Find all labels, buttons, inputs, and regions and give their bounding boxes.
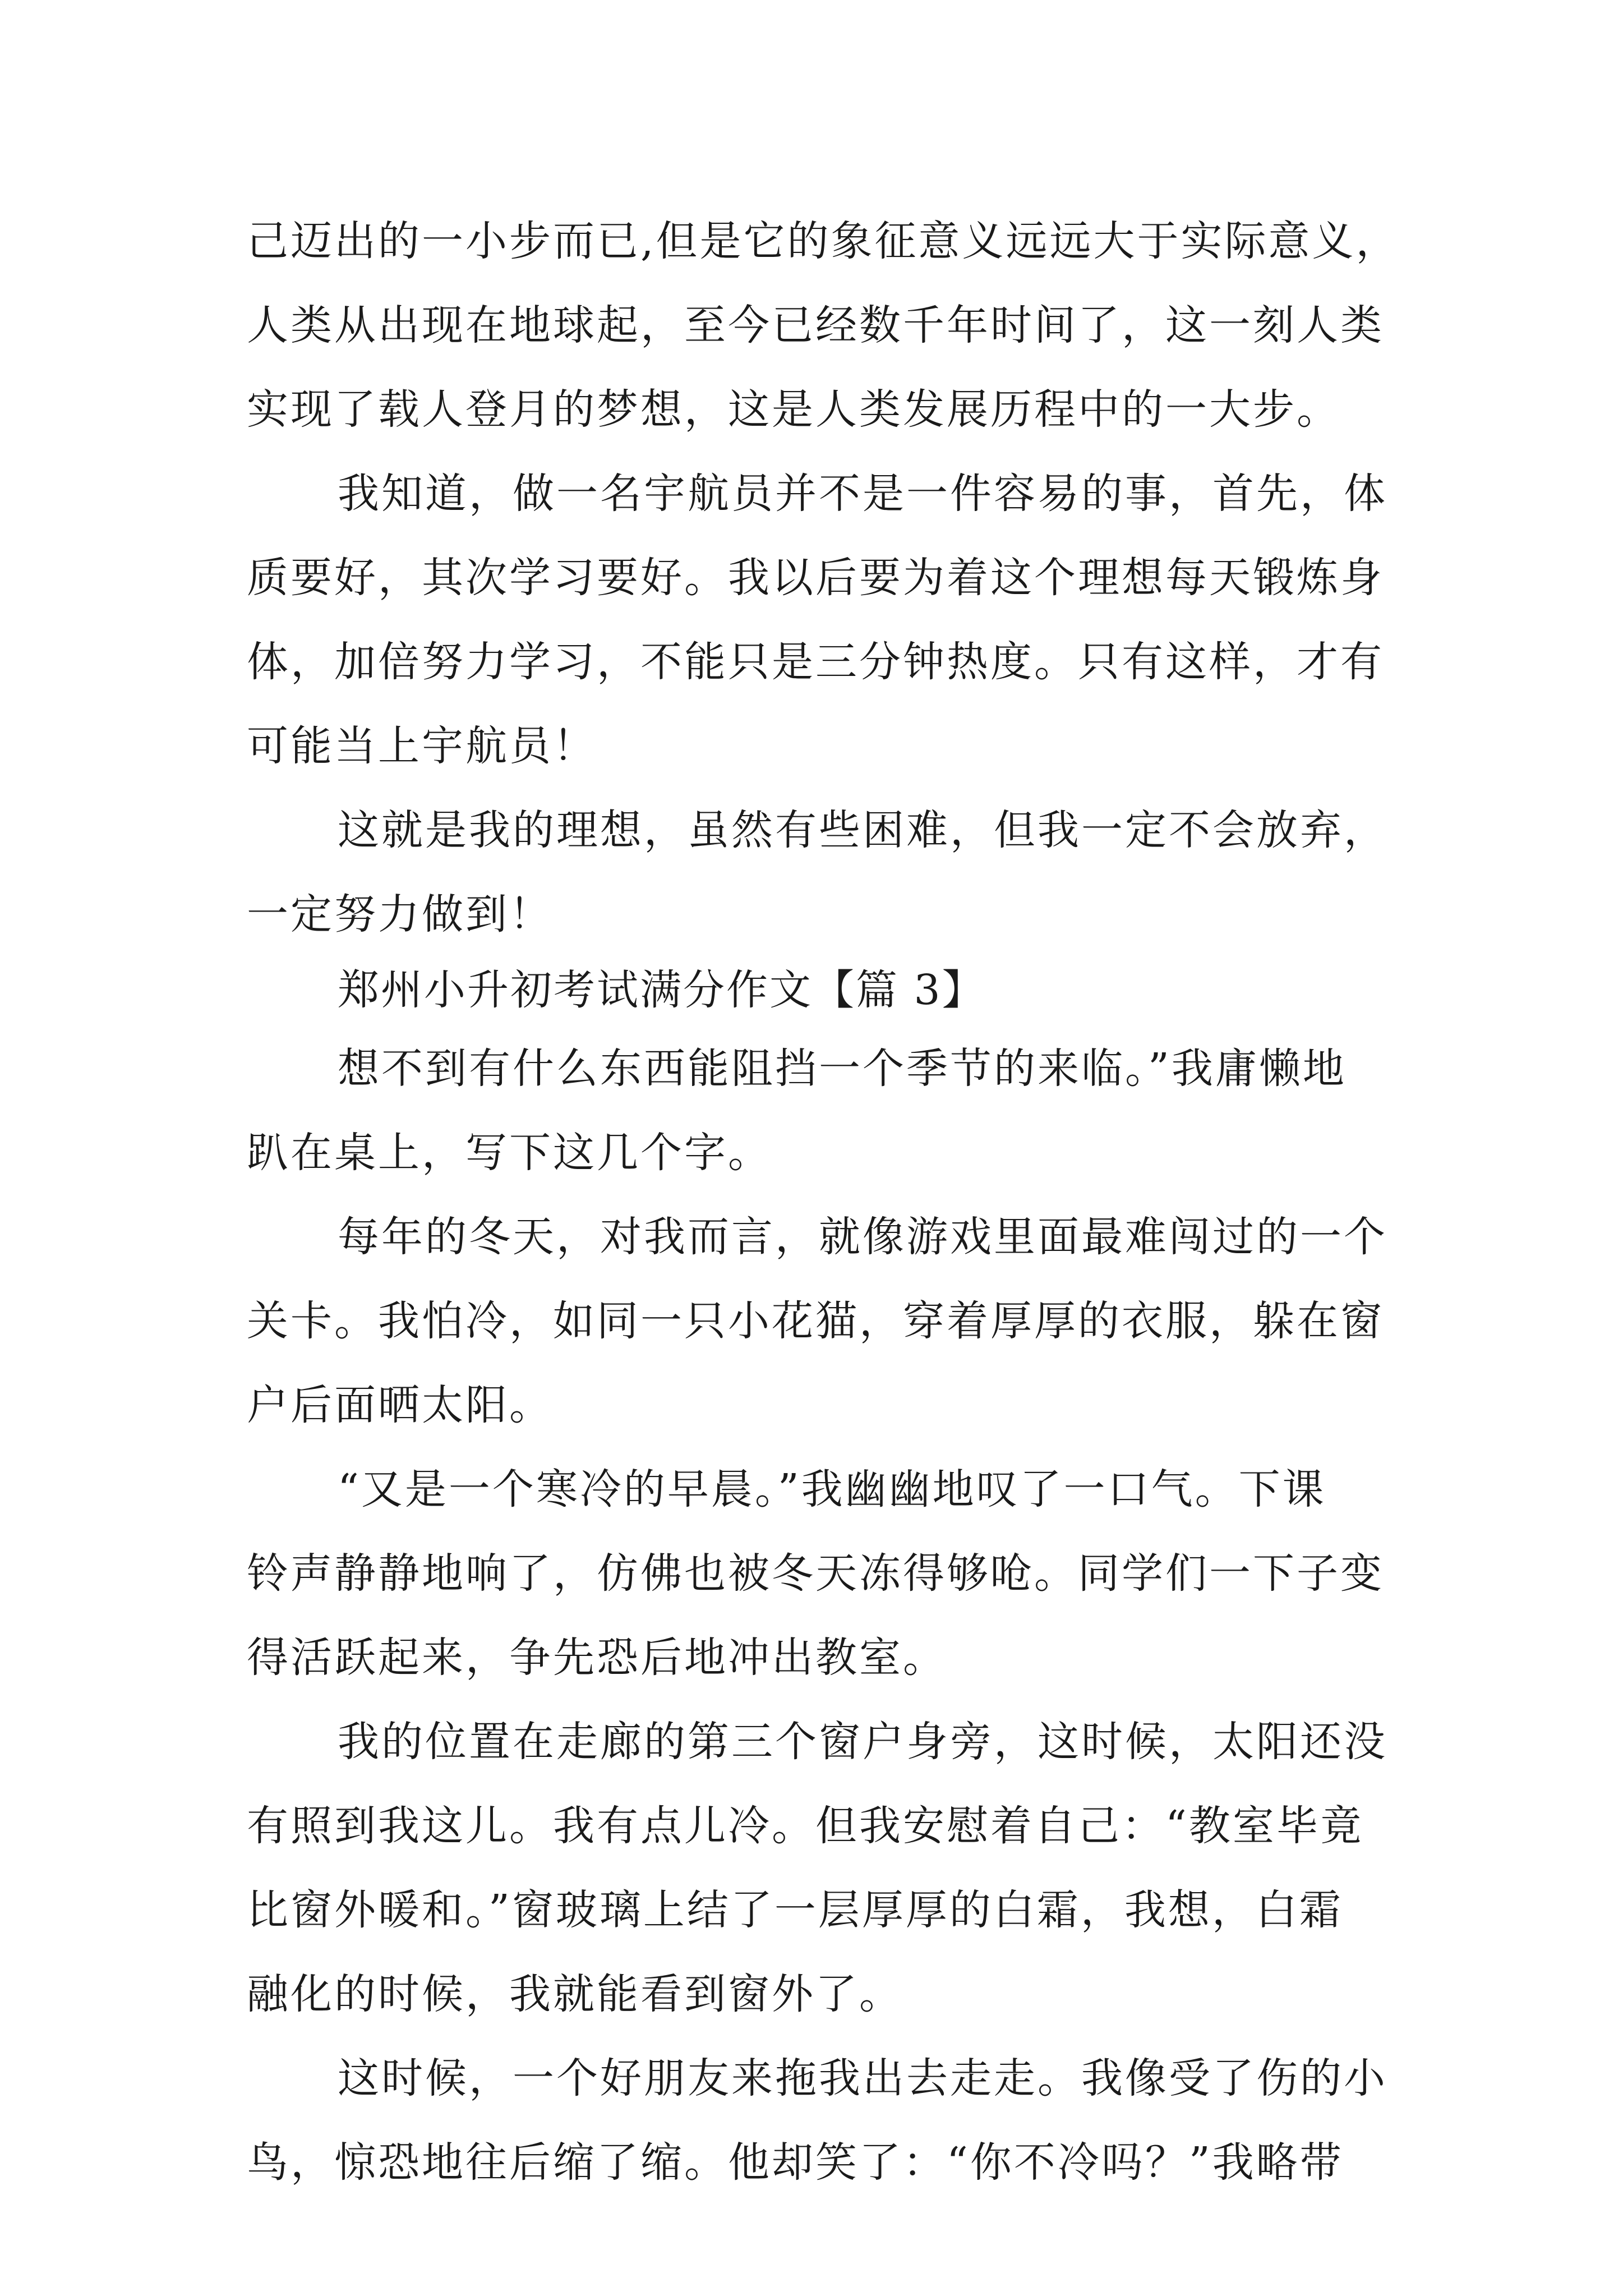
paragraph-first-line: “又是一个寒冷的早晨。”我幽幽地叹了一口气。下课 <box>338 1465 1326 1513</box>
section-heading: 郑州小升初考试满分作文【篇 3】 <box>338 966 985 1014</box>
paragraph-first-line: 这就是我的理想，虽然有些困难，但我一定不会放弃， <box>338 806 1387 854</box>
paragraph-first-line: 这时候，一个好朋友来拖我出去走走。我像受了伤的小 <box>338 2054 1387 2102</box>
text-line: 己迈出的一小步而已,但是它的象征意义远远大于实际意义， <box>247 217 1400 265</box>
text-line: 人类从出现在地球起，至今已经数千年时间了，这一刻人类 <box>247 301 1384 349</box>
text-line: 趴在桌上，写下这几个字。 <box>247 1129 772 1177</box>
paragraph-first-line: 我知道，做一名宇航员并不是一件容易的事，首先，体 <box>338 470 1387 518</box>
text-line: 有照到我这儿。我有点儿冷。但我安慰着自己：“教室毕竟 <box>247 1802 1364 1850</box>
text-line: 体，加倍努力学习，不能只是三分钟热度。只有这样，才有 <box>247 638 1384 686</box>
text-line: 质要好，其次学习要好。我以后要为着这个理想每天锻炼身 <box>247 554 1384 602</box>
text-line: 比窗外暖和。”窗玻璃上结了一层厚厚的白霜，我想，白霜 <box>247 1886 1343 1934</box>
text-line: 鸟，惊恐地往后缩了缩。他却笑了：“你不冷吗？”我略带 <box>247 2138 1344 2187</box>
text-line: 关卡。我怕冷，如同一只小花猫，穿着厚厚的衣服，躲在窗 <box>247 1297 1384 1345</box>
paragraph-first-line: 我的位置在走廊的第三个窗户身旁，这时候，太阳还没 <box>338 1718 1387 1766</box>
text-line: 得活跃起来，争先恐后地冲出教室。 <box>247 1634 947 1682</box>
text-line: 铃声静静地响了，仿佛也被冬天冻得够呛。同学们一下子变 <box>247 1549 1384 1598</box>
text-line: 户后面晒太阳。 <box>247 1381 553 1429</box>
text-line: 融化的时候，我就能看到窗外了。 <box>247 1970 903 2018</box>
text-line: 可能当上宇航员！ <box>247 722 597 770</box>
text-line: 一定努力做到！ <box>247 890 553 938</box>
paragraph-first-line: 每年的冬天，对我而言，就像游戏里面最难闯过的一个 <box>338 1213 1387 1261</box>
paragraph-first-line: 想不到有什么东西能阻挡一个季节的来临。”我庸懒地 <box>338 1045 1347 1093</box>
text-line: 实现了载人登月的梦想，这是人类发展历程中的一大步。 <box>247 385 1340 434</box>
